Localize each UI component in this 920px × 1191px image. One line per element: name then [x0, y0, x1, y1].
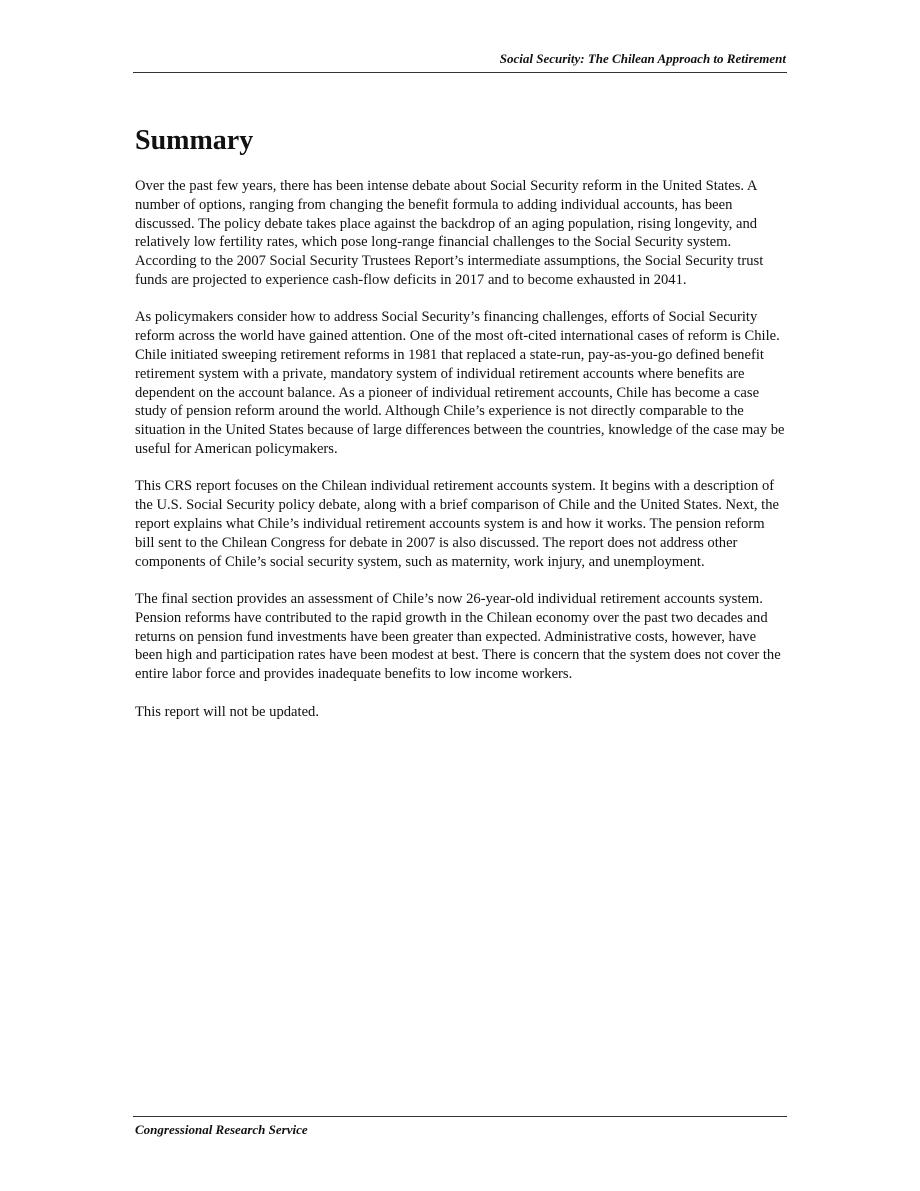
- page-footer: [133, 1116, 787, 1138]
- paragraph: As policymakers consider how to address Social Security’s financing challenges, efforts of Social Security reform across the world have gained attention. One of the most oft-cited international cases of reform is Chile. Chile initiated sweeping retirement reforms in 1981 that replaced a state-run, pay-as-you-go defined benefit retirement system with a private, mandatory system of individual retirement accounts where benefits are dependent on the account balance. As a pioneer of individual retirement accounts, Chile has become a case study of pension reform around the world. Although Chile’s experience is not directly comparable to the situation in the United States because of large differences between the countries, knowledge of the case may be useful for American policymakers.: [135, 309, 785, 457]
- running-header: [133, 52, 787, 73]
- section-title: Summary: [135, 125, 254, 156]
- paragraph: Over the past few years, there has been intense debate about Social Security reform in the United States. A number of options, ranging from changing the benefit formula to adding individual accounts, has been discussed. The policy debate takes place against the backdrop of an aging population, rising longevity, and relatively low fertility rates, which pose long-range financial challenges to the Social Security system. According to the 2007 Social Security Trustees Report’s intermediate assumptions, the Social Security trust funds are projected to experience cash-flow deficits in 2017 and to become exhausted in 2041.: [135, 178, 764, 288]
- paragraph: This report will not be updated.: [135, 703, 320, 720]
- paragraph: The final section provides an assessment of Chile’s now 26-year-old individual retirement accounts system. Pension reforms have contributed to the rapid growth in the Chilean economy over the past two decades and returns on pension fund investments have been greater than expected. Administrative costs, however, have been high and participation rates have been modest at best. There is concern that the system does not cover the entire labor force and provides inadequate benefits to low income workers.: [135, 590, 781, 683]
- footer-organization: Congressional Research Service: [135, 1122, 308, 1137]
- running-header-title: Social Security: The Chilean Approach to Retirement: [499, 51, 786, 66]
- paragraph: This CRS report focuses on the Chilean individual retirement accounts system. It begins with a description of the U.S. Social Security policy debate, along with a brief comparison of Chile and the United States. Next, the report explains what Chile’s individual retirement accounts system is and how it works. The pension reform bill sent to the Chilean Congress for debate in 2007 is also discussed. The report does not address other components of Chile’s social security system, such as maternity, work injury, and unemployment.: [135, 478, 779, 570]
- summary-body: [135, 177, 787, 740]
